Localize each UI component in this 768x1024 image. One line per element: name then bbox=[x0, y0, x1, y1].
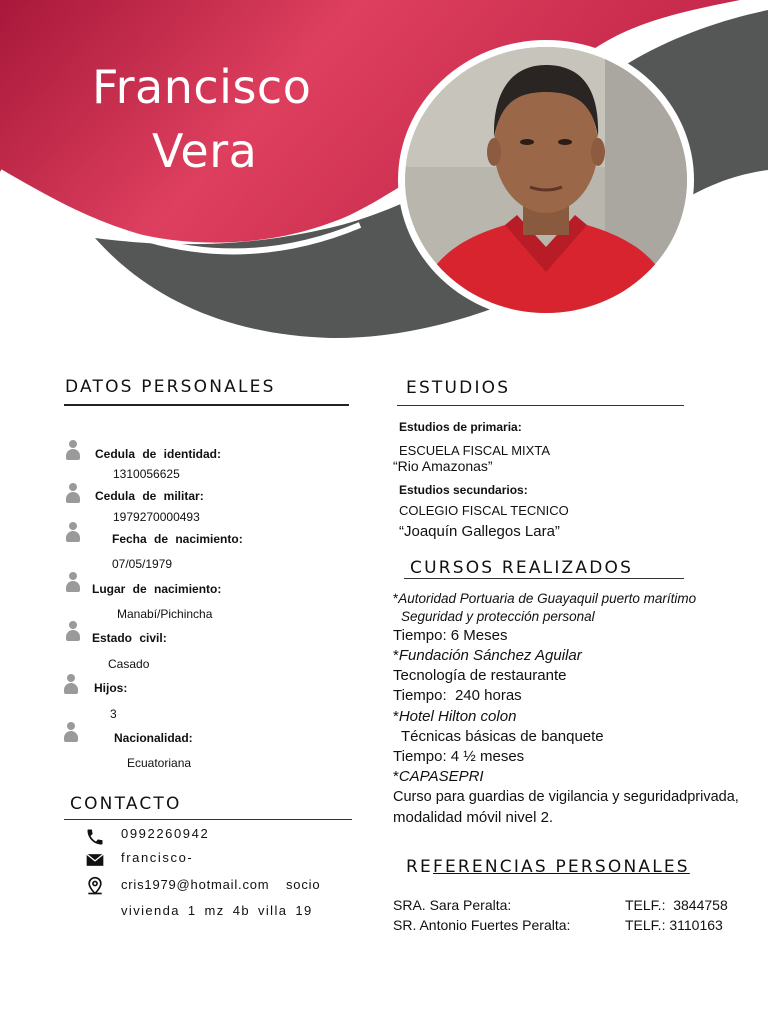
curso-line: Tiempo: 4 ½ meses bbox=[393, 748, 525, 765]
secundaria-name: “Joaquín Gallegos Lara” bbox=[399, 523, 560, 540]
curso-line: *Hotel Hilton colon bbox=[393, 708, 517, 725]
cursos-title: CURSOS REALIZADOS bbox=[410, 558, 634, 578]
referencia-phone: TELF.: 3844758 bbox=[625, 897, 728, 913]
contacto-divider bbox=[64, 819, 352, 820]
referencia-name: SR. Antonio Fuertes Peralta: bbox=[393, 917, 571, 933]
cedula-militar-value: 1979270000493 bbox=[113, 510, 200, 524]
primaria-school: ESCUELA FISCAL MIXTA bbox=[399, 443, 550, 458]
curso-line: Curso para guardias de vigilancia y seguridadprivada, bbox=[393, 789, 739, 805]
referencia-name: SRA. Sara Peralta: bbox=[393, 897, 512, 913]
curso-line: *Fundación Sánchez Aguilar bbox=[393, 647, 582, 664]
person-icon bbox=[66, 621, 80, 643]
primaria-name: “Rio Amazonas” bbox=[393, 458, 493, 474]
curso-line: *Autoridad Portuaria de Guayaquil puerto marítimo bbox=[393, 591, 697, 606]
nacionalidad-label: Nacionalidad: bbox=[114, 731, 193, 745]
curso-line: *CAPASEPRI bbox=[393, 768, 484, 785]
estado-civil-value: Casado bbox=[108, 657, 150, 671]
datos-personales-title: DATOS PERSONALES bbox=[65, 377, 276, 397]
referencias-title: REFERENCIAS PERSONALES bbox=[406, 857, 690, 877]
profile-photo bbox=[405, 47, 687, 313]
fecha-nacimiento-label: Fecha de nacimiento: bbox=[112, 532, 243, 546]
secundaria-school: COLEGIO FISCAL TECNICO bbox=[399, 503, 569, 518]
address-line-1: socio bbox=[286, 877, 321, 892]
fecha-nacimiento-value: 07/05/1979 bbox=[112, 557, 173, 571]
curso-line: modalidad móvil nivel 2. bbox=[393, 809, 554, 826]
first-name: Francisco bbox=[92, 60, 312, 114]
lugar-nacimiento-label: Lugar de nacimiento: bbox=[92, 582, 222, 596]
phone-number[interactable]: 0992260942 bbox=[121, 826, 210, 841]
person-icon bbox=[66, 483, 80, 505]
curso-line: Tiempo: 6 Meses bbox=[393, 627, 508, 644]
person-icon bbox=[64, 674, 78, 696]
email-line-1[interactable]: francisco- bbox=[121, 850, 194, 865]
nacionalidad-value: Ecuatoriana bbox=[127, 756, 192, 770]
cedula-identidad-label: Cedula de identidad: bbox=[95, 447, 222, 461]
datos-divider bbox=[64, 404, 349, 406]
curso-line: Técnicas básicas de banquete bbox=[401, 728, 604, 745]
person-icon bbox=[66, 522, 80, 544]
primaria-label: Estudios de primaria: bbox=[399, 420, 522, 434]
estado-civil-label: Estado civil: bbox=[92, 631, 167, 645]
curso-line: Tiempo: 240 horas bbox=[393, 687, 522, 704]
curso-line: Seguridad y protección personal bbox=[401, 609, 595, 624]
last-name: Vera bbox=[152, 124, 258, 178]
email-line-2[interactable]: cris1979@hotmail.com bbox=[121, 877, 270, 892]
person-icon bbox=[66, 572, 80, 594]
person-icon bbox=[64, 722, 78, 744]
estudios-divider bbox=[397, 405, 684, 406]
estudios-title: ESTUDIOS bbox=[406, 378, 511, 398]
contacto-title: CONTACTO bbox=[70, 794, 182, 814]
lugar-nacimiento-value: Manabí/Pichincha bbox=[117, 607, 213, 621]
cursos-divider bbox=[404, 578, 684, 579]
curso-line: Tecnología de restaurante bbox=[393, 667, 567, 684]
secundaria-label: Estudios secundarios: bbox=[399, 483, 528, 497]
cedula-identidad-value: 1310056625 bbox=[113, 467, 180, 481]
mail-icon bbox=[85, 850, 105, 870]
phone-icon bbox=[85, 827, 105, 847]
location-pin-icon bbox=[85, 876, 105, 896]
cedula-militar-label: Cedula de militar: bbox=[95, 489, 204, 503]
address-line-2: vivienda 1 mz 4b villa 19 bbox=[121, 903, 313, 918]
hijos-value: 3 bbox=[110, 707, 117, 721]
referencia-phone: TELF.: 3110163 bbox=[625, 917, 723, 933]
person-icon bbox=[66, 440, 80, 462]
hijos-label: Hijos: bbox=[94, 681, 128, 695]
